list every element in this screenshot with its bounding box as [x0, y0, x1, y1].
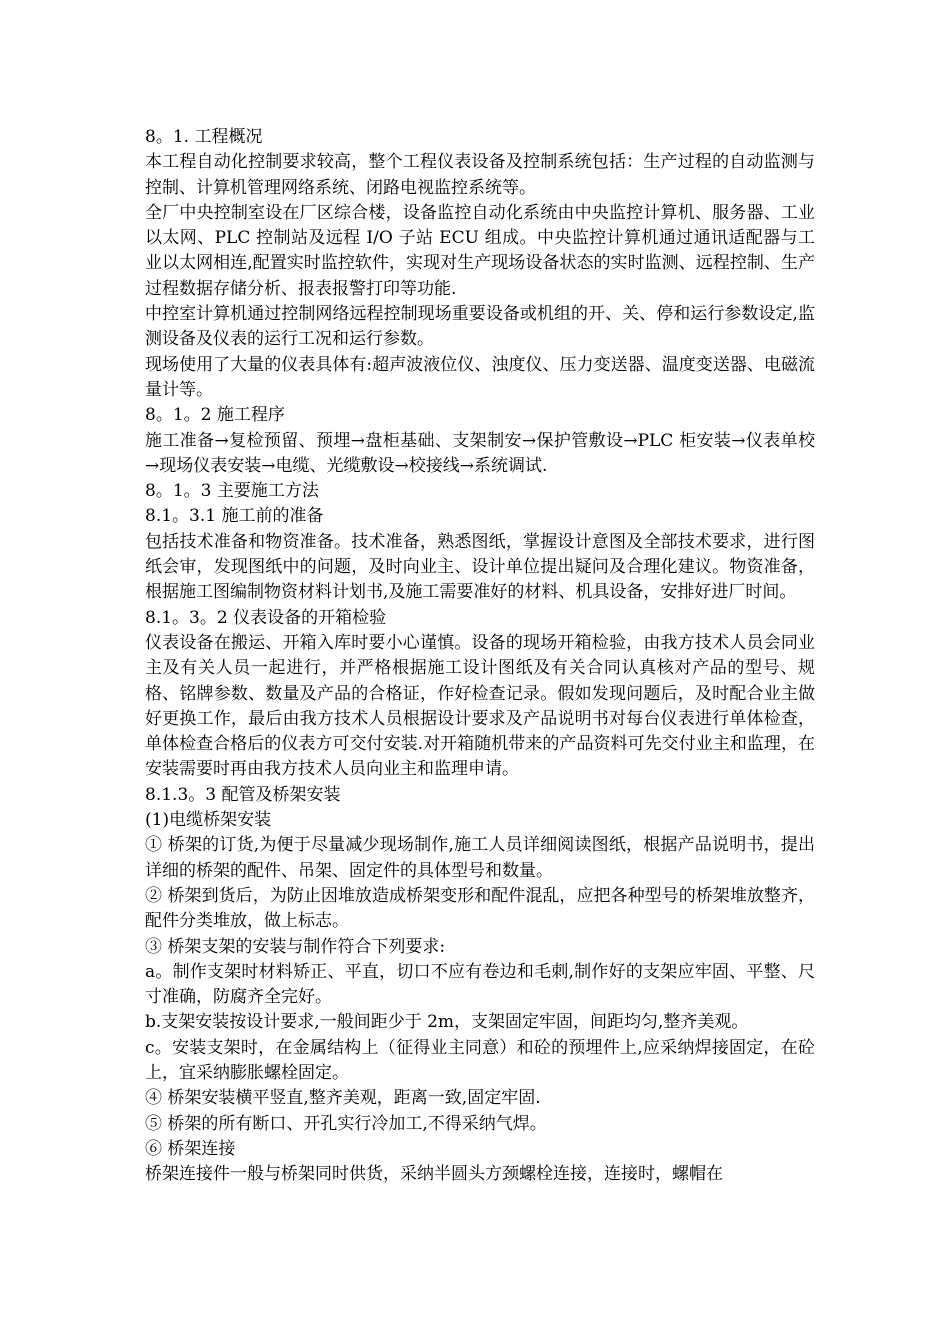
list-item-tray-install: ④ 桥架安装横平竖直,整齐美观，距离一致,固定牢固.: [145, 1088, 541, 1109]
paragraph-procedure-flow: 施工准备→复检预留、预埋→盘柜基础、支架制安→保护管敷设→PLC 柜安装→仪表单校→现场仪表安装→电缆、光缆敷设→校接线→系统调试.: [145, 430, 815, 476]
section-heading-preparation: 8.1。3.1 施工前的准备: [145, 506, 324, 527]
list-item-tray-arrival: ② 桥架到货后，为防止因堆放造成桥架变形和配件混乱，应把各种型号的桥架堆放整齐，配件分类堆放，做上标志。: [145, 885, 815, 932]
paragraph-overview-scope: 本工程自动化控制要求较高，整个工程仪表设备及控制系统包括：生产过程的自动监测与控制、计算机管理网络系统、闭路电视监控系统等。: [145, 152, 815, 198]
subheading-cable-tray: (1)电缆桥架安装: [145, 810, 272, 831]
paragraph-control-room: 中控室计算机通过控制网络远程控制现场重要设备或机组的开、关、停和运行参数设定,监测设备及仪表的运行工况和运行参数。: [145, 304, 815, 350]
paragraph-tray-connection: 桥架连接件一般与桥架同时供货，采纳半圆头方颈螺栓连接，连接时，螺帽在: [145, 1164, 723, 1185]
document-page: [145, 125, 815, 1187]
paragraph-unpacking: 仪表设备在搬运、开箱入库时要小心谨慎。设备的现场开箱检验，由我方技术人员会同业主及有关人员一起进行，并严格根据施工设计图纸及有关合同认真核对产品的型号、规格、铭牌参数、数量及产品的合格证，作好检查记录。假如发现问题后，及时配合业主做好更换工作，最后由我方技术人员根据设计要求及产品说明书对每台仪表进行单体检查，单体检查合格后的仪表方可交付安装.对开箱随机带来的产品资料可先交付业主和监理，在安装需要时再由我方技术人员向业主和监理申请。: [145, 632, 815, 780]
paragraph-preparation: 包括技术准备和物资准备。技术准备，熟悉图纸，掌握设计意图及全部技术要求，进行图纸会审，发现图纸中的问题，及时向业主、设计单位提出疑问及合理化建议。物资准备，根据施工图编制物资材料计划书,及施工需要准好的材料、机具设备，安排好进厂时间。: [145, 531, 815, 603]
section-heading-piping-tray: 8.1.3。3 配管及桥架安装: [145, 784, 341, 805]
section-heading-unpacking: 8.1。3。2 仪表设备的开箱检验: [145, 607, 387, 628]
section-heading-procedure: 8。1。2 施工程序: [145, 405, 285, 426]
list-item-tray-support: ③ 桥架支架的安装与制作符合下列要求:: [145, 936, 446, 957]
list-item-support-a: a。制作支架时材料矫正、平直，切口不应有卷边和毛刺,制作好的支架应牢固、平整、尺寸准确，防腐齐全完好。: [145, 961, 815, 1008]
section-heading-overview: 8。1. 工程概况: [145, 127, 263, 147]
section-heading-methods: 8。1。3 主要施工方法: [145, 481, 319, 502]
list-item-support-b: b.支架安装按设计要求,一般间距少于 2m，支架固定牢固，间距均匀,整齐美观。: [145, 1012, 749, 1033]
paragraph-central-control: 全厂中央控制室设在厂区综合楼，设备监控自动化系统由中央监控计算机、服务器、工业以太网、PLC 控制站及远程 I/O 子站 ECU 组成。中央监控计算机通过通讯适配器与工业以太网相连,配置实时监控软件，实现对生产现场设备状态的实时监测、远程控制、生产过程数据存储分析、报表报警打印等功能.: [145, 202, 815, 299]
list-item-tray-order: ① 桥架的订货,为便于尽量减少现场制作,施工人员详细阅读图纸，根据产品说明书，提出详细的桥架的配件、吊架、固定件的具体型号和数量。: [145, 835, 815, 881]
paragraph-instruments: 现场使用了大量的仪表具体有:超声波液位仪、浊度仪、压力变送器、温度变送器、电磁流量计等。: [145, 354, 815, 400]
list-item-tray-cutting: ⑤ 桥架的所有断口、开孔实行冷加工,不得采纳气焊。: [145, 1113, 547, 1134]
list-item-support-c: c。安装支架时，在金属结构上（征得业主同意）和砼的预埋件上,应采纳焊接固定，在砼上，宜采纳膨胀螺栓固定。: [145, 1037, 815, 1083]
list-item-tray-connection: ⑥ 桥架连接: [145, 1138, 236, 1159]
